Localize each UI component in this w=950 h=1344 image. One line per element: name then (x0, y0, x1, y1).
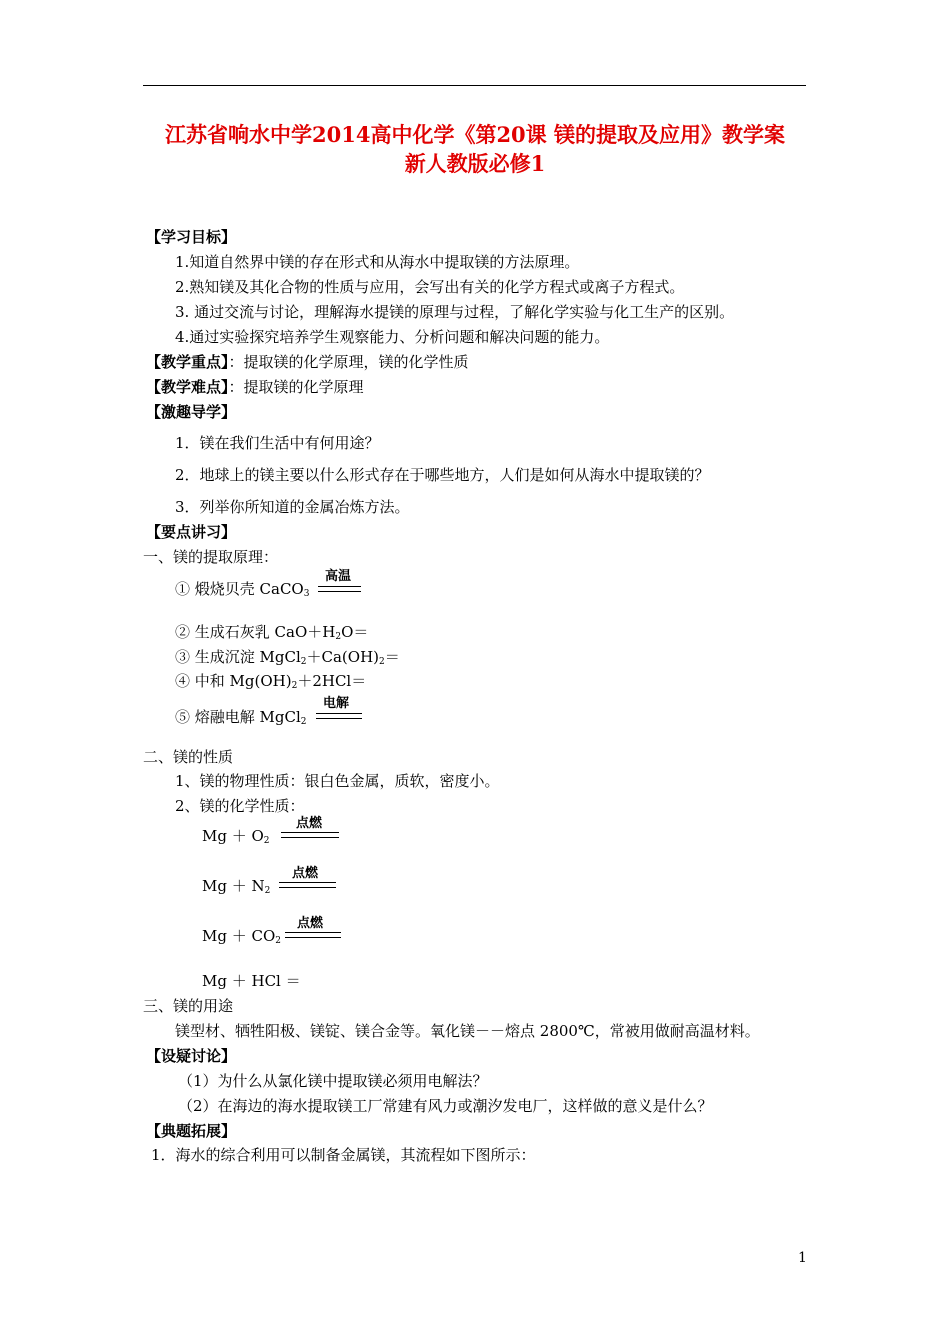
difficulty-line (146, 377, 364, 397)
step4-formula: ④ 中和 Mg(OH) (175, 672, 292, 690)
equation-mg-hcl: Mg ＋ HCl ＝ (202, 972, 301, 990)
eq3-condition: 点燃 (297, 916, 324, 931)
document-title-line2: 新人教版必修1 (404, 151, 546, 176)
objective-item-1: 1.知道自然界中镁的存在形式和从海水中提取镁的方法原理。 (175, 253, 580, 271)
physical-properties: 1、镁的物理性质：银白色金属，质软，密度小。 (175, 772, 500, 790)
guide-heading: 【激趣导学】 (146, 403, 237, 421)
step5-formula: ⑤ 熔融电解 MgCl (175, 708, 301, 726)
discussion-item-2: （2）在海边的海水提取镁工厂常建有风力或潮汐发电厂，这样做的意义是什么？ (178, 1097, 713, 1115)
step5-condition: 电解 (323, 696, 350, 711)
key-point-line (146, 352, 469, 372)
discussion-item-1: （1）为什么从氯化镁中提取镁必须用电解法？ (178, 1072, 488, 1090)
difficulty-heading: 【教学难点】 (146, 378, 229, 396)
step3-suffix: ＝ (384, 648, 400, 666)
step5-double-line (316, 713, 362, 719)
document-title-line1: 江苏省响水中学2014高中化学《第20课 镁的提取及应用》教学案 (165, 122, 785, 147)
eq3-formula: Mg ＋ CO (202, 927, 276, 945)
eq2-double-line (279, 882, 336, 888)
extension-heading: 【典题拓展】 (146, 1122, 237, 1140)
objective-item-3: 3. 通过交流与讨论，理解海水提镁的原理与过程，了解化学实验与化工生产的区别。 (175, 303, 735, 321)
section1-title: 一、镁的提取原理： (143, 548, 279, 566)
guide-item-3: 3．列举你所知道的金属冶炼方法。 (175, 498, 410, 516)
eq2-subscript: 2 (264, 886, 271, 896)
eq2-condition: 点燃 (292, 866, 319, 881)
extraction-step-3 (175, 647, 400, 667)
section3-title: 三、镁的用途 (143, 997, 234, 1015)
step1-formula: ① 煅烧贝壳 CaCO (175, 580, 304, 598)
guide-item-1: 1．镁在我们生活中有何用途？ (175, 434, 380, 452)
guide-item-2: 2．地球上的镁主要以什么形式存在于哪些地方，人们是如何从海水中提取镁的？ (175, 466, 710, 484)
step5-subscript: 2 (300, 717, 307, 727)
step4-suffix: ＋2HCl＝ (297, 672, 367, 690)
equation-mg-co2 (202, 926, 281, 946)
objective-item-4: 4.通过实验探究培养学生观察能力、分析问题和解决问题的能力。 (175, 328, 610, 346)
step3-subscript-2: 2 (379, 657, 385, 667)
discussion-heading: 【设疑讨论】 (146, 1047, 237, 1065)
extraction-step-5 (175, 707, 307, 727)
step3-subscript-1: 2 (300, 657, 307, 667)
step2-subscript: 2 (335, 632, 342, 642)
uses-text: 镁型材、牺牲阳极、镁锭、镁合金等。氧化镁－－熔点 2800℃，常被用做耐高温材料。 (175, 1022, 760, 1040)
eq3-subscript: 2 (275, 936, 282, 946)
step2-suffix: O＝ (341, 623, 369, 641)
key-point-heading: 【教学重点】 (146, 353, 229, 371)
step1-condition: 高温 (325, 569, 352, 584)
step2-formula: ② 生成石灰乳 CaO＋H (175, 623, 336, 641)
eq1-condition: 点燃 (296, 816, 323, 831)
extension-item-1: 1．海水的综合利用可以制备金属镁，其流程如下图所示： (151, 1146, 536, 1164)
extraction-step-2 (175, 622, 368, 642)
equation-mg-o2 (202, 826, 270, 846)
objectives-heading: 【学习目标】 (146, 228, 237, 246)
extraction-step-1 (175, 579, 309, 599)
equation-mg-n2 (202, 876, 270, 896)
step3-formula: ③ 生成沉淀 MgCl (175, 648, 301, 666)
difficulty-text: ：提取镁的化学原理 (228, 378, 364, 396)
header-rule (143, 85, 806, 86)
page-number: 1 (798, 1250, 807, 1266)
step1-double-line (318, 586, 361, 592)
extraction-step-4 (175, 671, 366, 691)
chemical-properties: 2、镁的化学性质： (175, 797, 305, 815)
lecture-heading: 【要点讲习】 (146, 523, 237, 541)
section2-title: 二、镁的性质 (143, 748, 234, 766)
step1-subscript: 3 (303, 589, 310, 599)
eq1-double-line (281, 832, 339, 838)
eq3-double-line (285, 932, 341, 938)
objective-item-2: 2.熟知镁及其化合物的性质与应用，会写出有关的化学方程式或离子方程式。 (175, 278, 685, 296)
eq2-formula: Mg ＋ N (202, 877, 265, 895)
eq1-subscript: 2 (263, 836, 270, 846)
step3-mid: ＋Ca(OH) (306, 648, 380, 666)
eq1-formula: Mg ＋ O (202, 827, 264, 845)
step4-subscript: 2 (291, 681, 298, 691)
key-point-text: ：提取镁的化学原理，镁的化学性质 (228, 353, 469, 371)
